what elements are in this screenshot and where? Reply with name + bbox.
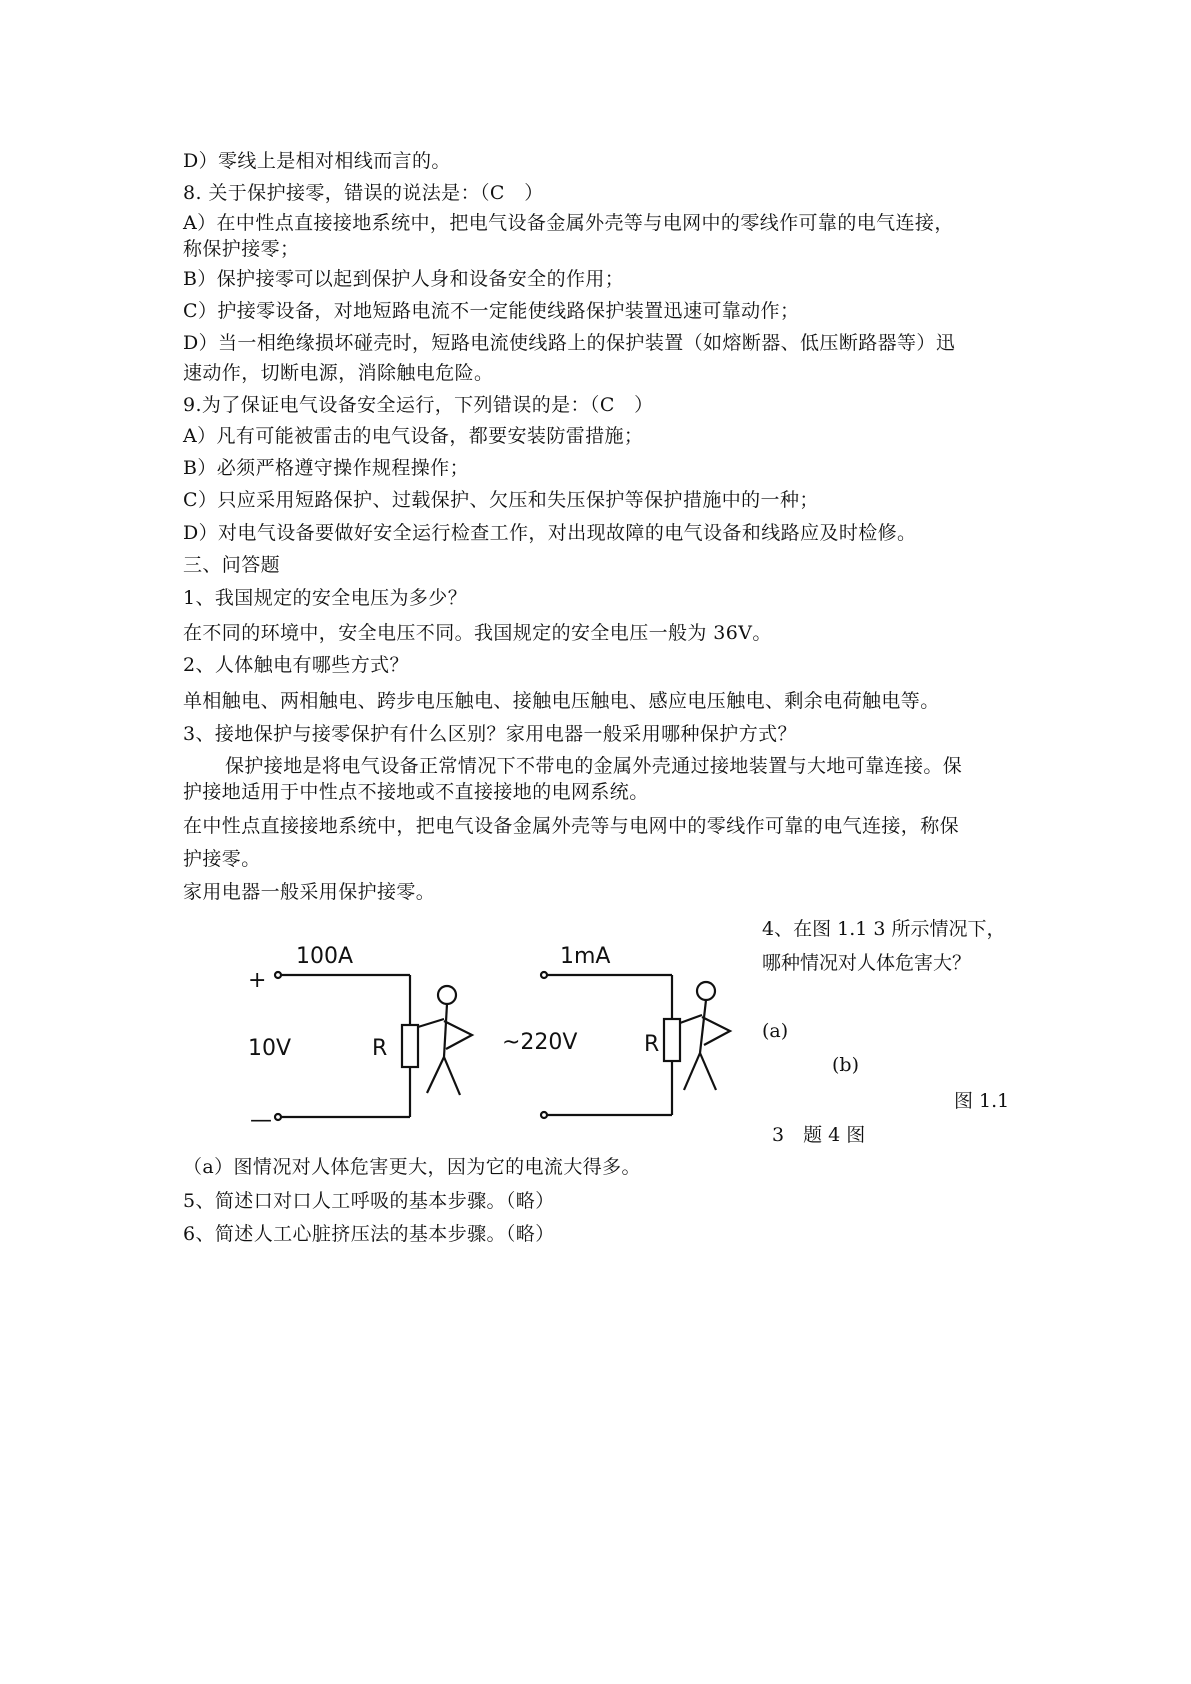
question-1: 1、我国规定的安全电压为多少？ bbox=[183, 587, 468, 609]
answer-3-para: 保护接地是将电气设备正常情况下不带电的金属外壳通过接地装置与大地可靠连接。保 bbox=[225, 755, 963, 777]
question-4-line1: 4、在图 1.1 3 所示情况下， bbox=[762, 918, 1006, 940]
figure-caption-part1: 图 1.1 bbox=[954, 1090, 1010, 1112]
text-line: A）凡有可能被雷击的电气设备，都要安装防雷措施； bbox=[183, 425, 644, 447]
resistor-a: R bbox=[372, 1036, 388, 1061]
label-b: (b) bbox=[832, 1054, 859, 1076]
minus-terminal: — bbox=[250, 1108, 272, 1133]
text-line: C）只应采用短路保护、过载保护、欠压和失压保护等保护措施中的一种； bbox=[183, 489, 819, 511]
text-line: 速动作，切断电源，消除触电危险。 bbox=[183, 362, 494, 384]
resistor-b: R bbox=[644, 1032, 660, 1057]
question-9: 9.为了保证电气设备安全运行，下列错误的是：（C ） bbox=[183, 394, 654, 416]
question-8: 8. 关于保护接零，错误的说法是：（C ） bbox=[183, 182, 544, 204]
section-heading: 三、问答题 bbox=[183, 554, 281, 576]
question-2: 2、人体触电有哪些方式？ bbox=[183, 654, 409, 676]
answer-1: 在不同的环境中，安全电压不同。我国规定的安全电压一般为 36V。 bbox=[183, 622, 772, 644]
question-6: 6、简述人工心脏挤压法的基本步骤。（略） bbox=[183, 1223, 555, 1245]
current-a: 100A bbox=[296, 944, 354, 969]
text-line: C）护接零设备，对地短路电流不一定能使线路保护装置迅速可靠动作； bbox=[183, 300, 800, 322]
answer-2: 单相触电、两相触电、跨步电压触电、接触电压触电、感应电压触电、剩余电荷触电等。 bbox=[183, 690, 940, 712]
text-line: B）必须严格遵守操作规程操作； bbox=[183, 457, 469, 479]
text-line: D）对电气设备要做好安全运行检查工作，对出现故障的电气设备和线路应及时检修。 bbox=[183, 522, 917, 544]
text-line: B）保护接零可以起到保护人身和设备安全的作用； bbox=[183, 268, 625, 290]
voltage-b: ~220V bbox=[502, 1030, 578, 1055]
text-line: A）在中性点直接接地系统中，把电气设备金属外壳等与电网中的零线作可靠的电气连接， bbox=[183, 212, 954, 234]
text-line: 护接零。 bbox=[183, 848, 261, 870]
figure-caption-part2: 3 题 4 图 bbox=[772, 1124, 866, 1146]
question-5: 5、简述口对口人工呼吸的基本步骤。（略） bbox=[183, 1190, 555, 1212]
text-line: D）当一相绝缘损坏碰壳时，短路电流使线路上的保护装置（如熔断器、低压断路器等）迅 bbox=[183, 332, 956, 354]
plus-terminal: + bbox=[248, 968, 267, 993]
answer-4: （a）图情况对人体危害更大，因为它的电流大得多。 bbox=[183, 1156, 641, 1178]
circuit-figure bbox=[232, 935, 752, 1135]
question-4-line2: 哪种情况对人体危害大？ bbox=[762, 952, 972, 974]
text-line: 护接地适用于中性点不接地或不直接接地的电网系统。 bbox=[183, 781, 649, 803]
voltage-a: 10V bbox=[248, 1036, 292, 1061]
current-b: 1mA bbox=[560, 944, 611, 969]
text-line: 在中性点直接接地系统中，把电气设备金属外壳等与电网中的零线作可靠的电气连接，称保 bbox=[183, 815, 960, 837]
label-a: (a) bbox=[762, 1020, 789, 1042]
text-line: 家用电器一般采用保护接零。 bbox=[183, 881, 436, 903]
question-3: 3、接地保护与接零保护有什么区别？家用电器一般采用哪种保护方式？ bbox=[183, 723, 797, 745]
text-line: 称保护接零； bbox=[183, 238, 300, 260]
text-line: D）零线上是相对相线而言的。 bbox=[183, 150, 451, 172]
